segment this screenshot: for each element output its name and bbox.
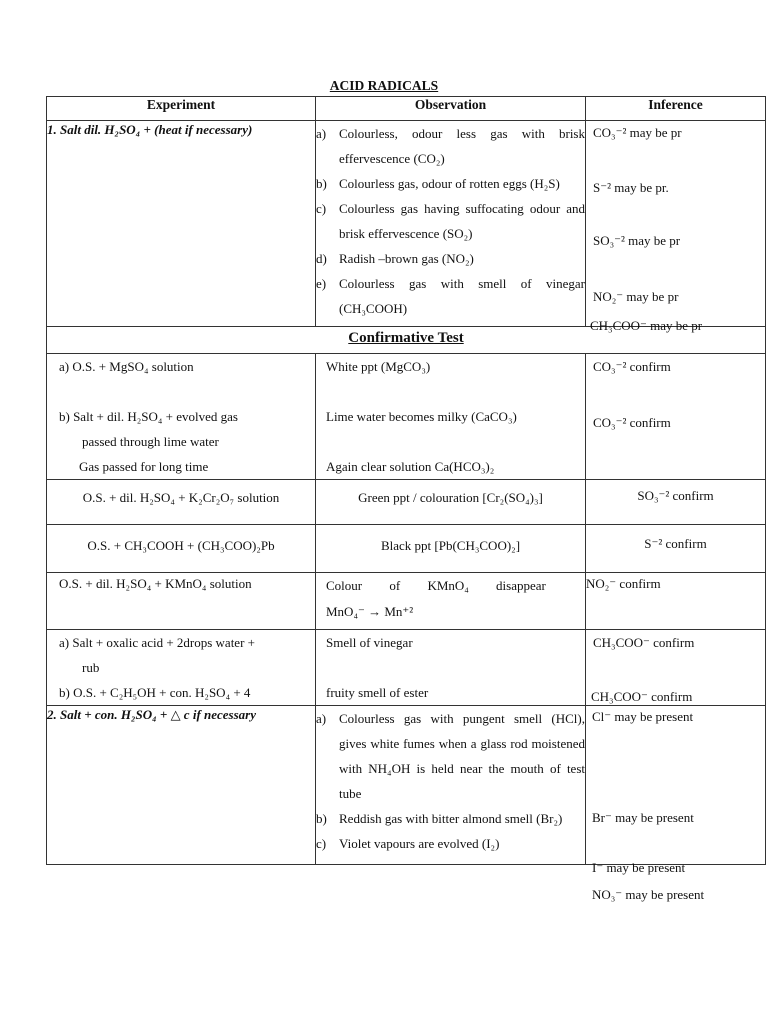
confirm-row4-obs-1: Colour of KMnO₄ disappear [326,578,546,593]
confirm-row1-obs-c: Again clear solution Ca(HCO₃)₂ [326,459,495,474]
section1-inference-cell [586,121,766,333]
confirm-row5-inference [586,630,766,706]
inference-no2: NO₂⁻ may be pr [593,289,679,304]
confirm-row-sulphite [47,480,766,525]
confirm-row1-obs-b: Lime water becomes milky (CaCO₃) [326,409,517,424]
confirm-row4-experiment: O.S. + dil. H₂SO₄ + KMnO₄ solution [47,573,316,630]
section1-observation-d: d) Radish –brown gas (NO₂) [316,251,474,266]
confirm-row1-obs-a: White ppt (MgCO₃) [326,359,431,374]
confirm-row5-exp-a-cont: rub [82,660,100,675]
section1-observation-a: a) Colourless, odour less gas with brisk effervescence (CO₂) [316,126,585,166]
confirm-row-carbonate [47,354,766,480]
header-inference: Inference [586,97,766,121]
confirm-row-nitrite [47,573,766,630]
section2-row [47,706,766,865]
confirm-row-acetate [47,630,766,706]
confirm-row1-inf-a: CO₃⁻² confirm [593,359,671,374]
confirm-row1-exp-a: a) O.S. + MgSO₄ solution [59,359,194,374]
page-title: ACID RADICALS [329,78,439,93]
confirm-row1-exp-b: b) Salt + dil. H₂SO₄ + evolved gas [59,409,238,424]
section2-observation-b: b) Reddish gas with bitter almond smell (Br₂) [316,811,563,826]
confirm-row1-experiment [47,354,316,480]
confirm-row1-exp-b-cont: passed through lime water [82,434,219,449]
section2-inference-cell [586,706,766,902]
confirm-row5-exp-b: b) O.S. + C₂H₅OH + con. H₂SO₄ + 4 [59,685,251,700]
header-observation: Observation [316,97,586,121]
confirm-row4-inference: NO₂⁻ confirm [586,573,766,630]
section1-observation-b: b) Colourless gas, odour of rotten eggs (H₂S) [316,176,560,191]
confirm-row4-observation [316,573,586,630]
confirm-row5-observation [316,630,586,706]
confirmative-title: Confirmative Test [47,327,766,354]
section2-experiment-cell [47,706,316,865]
inference-cl: Cl⁻ may be present [592,709,694,724]
inference-s: S⁻² may be pr. [593,180,669,195]
inference-ch3coo: CH₃COO⁻ may be pr [590,318,703,333]
confirm-row1-inference [586,354,766,480]
confirm-row1-inf-b: CO₃⁻² confirm [593,415,671,430]
confirm-row2-observation: Green ppt / colouration [Cr₂(SO₄)₃] [316,480,586,525]
confirm-row1-exp-b-long: Gas passed for long time [79,459,209,474]
section2-experiment: 2. Salt + con. H₂SO₄ + △ c if necessary [47,707,257,722]
section1-experiment: 1. Salt dil. H₂SO₄ + (heat if necessary) [47,122,253,137]
section1-observation-c: c) Colourless gas having suffocating odour and brisk effervescence (SO₂) [316,201,585,241]
section1-observation-cell [316,121,586,327]
section2-observation-c: c) Violet vapours are evolved (I₂) [316,836,500,851]
header-row [47,97,766,121]
confirm-row2-experiment: O.S. + dil. H₂SO₄ + K₂Cr₂O₇ solution [47,480,316,525]
confirm-row3-inference: S⁻² confirm [586,525,766,573]
confirm-row2-inference: SO₃⁻² confirm [586,480,766,525]
section1-experiment-cell [47,121,316,327]
section2-observation-a: a) Colourless gas with pungent smell (HCl), gives white fumes when a glass rod moistened with NH₄OH is held near the mouth of test tube [316,711,585,801]
confirm-row5-obs-b: fruity smell of ester [326,685,429,700]
inference-i: I⁻ may be present [592,860,686,875]
confirm-row3-experiment: O.S. + CH₃COOH + (CH₃COO)₂Pb [47,525,316,573]
confirm-row3-observation: Black ppt [Pb(CH₃COO)₂] [316,525,586,573]
inference-co3: CO₃⁻² may be pr [593,125,682,140]
confirm-row5-exp-a: a) Salt + oxalic acid + 2drops water + [59,635,255,650]
confirm-row4-obs-2: MnO₄⁻ → Mn⁺² [326,604,414,619]
acid-radicals-table [46,96,766,902]
confirm-row5-inf-b: CH₃COO⁻ confirm [591,689,693,704]
confirm-row5-obs-a: Smell of vinegar [326,635,413,650]
confirm-row5-experiment [47,630,316,706]
inference-so3: SO₃⁻² may be pr [593,233,681,248]
section2-observation-cell [316,706,586,865]
section1-observation-e: e) Colourless gas with smell of vinegar (CH₃COOH) [316,276,585,316]
confirm-row1-observation [316,354,586,480]
confirm-row-sulphide [47,525,766,573]
section1-row [47,121,766,327]
confirm-row5-inf-a: CH₃COO⁻ confirm [593,635,695,650]
inference-br: Br⁻ may be present [592,810,694,825]
header-experiment: Experiment [47,97,316,121]
inference-no3: NO₃⁻ may be present [592,887,705,902]
